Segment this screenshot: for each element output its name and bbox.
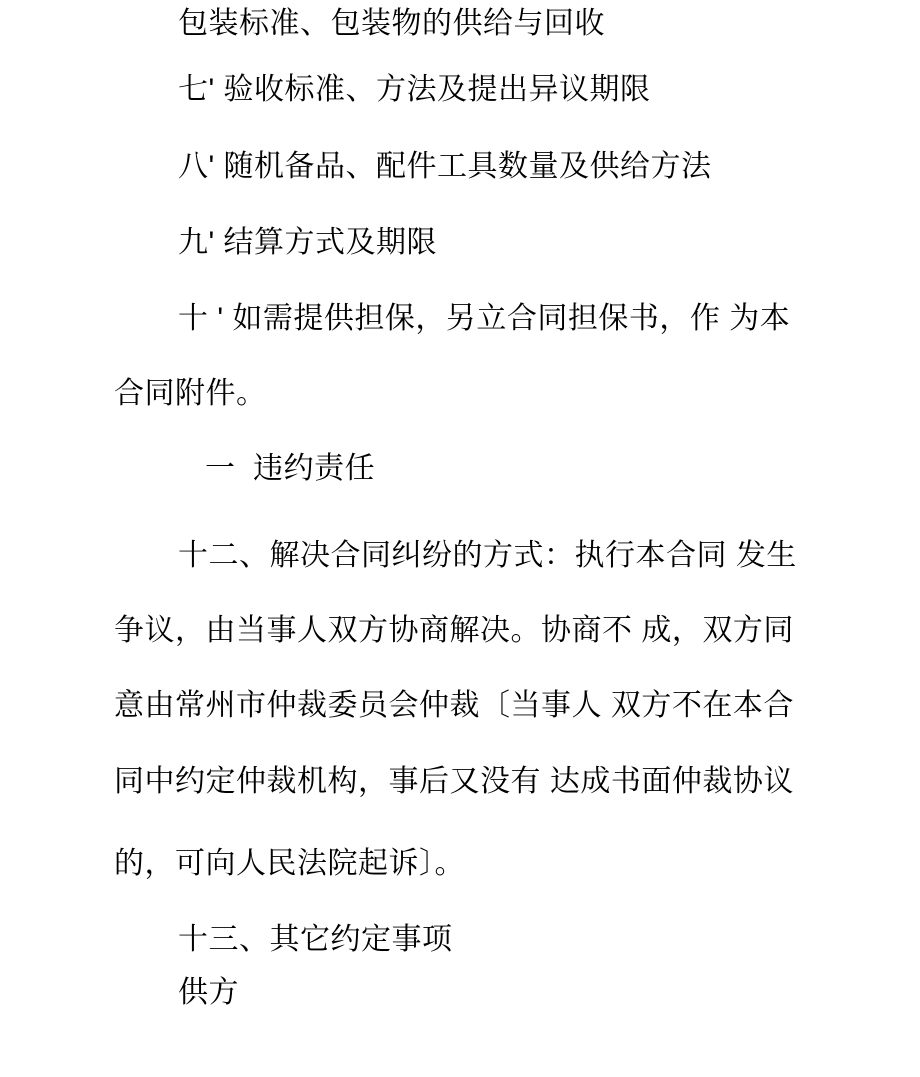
text-line-clause-13: 十三、其它约定事项 [178,923,453,956]
text-line-clause-9: 九' 结算方式及期限 [178,226,438,259]
text-line-clause-12-continued-2: 意由常州市仲裁委员会仲裁〔当事人 双方不在本合 [114,689,794,722]
text-line-clause-12-continued-4: 的，可向人民法院起诉〕。 [114,847,465,880]
text-line-clause-10-continued: 合同附件。 [114,377,267,410]
text-line-packing-standard: 包装标准、包装物的供给与回收 [178,7,605,40]
text-line-clause-12-continued-3: 同中约定仲裁机构，事后又没有 达成书面仲裁协议 [114,765,794,798]
text-line-clause-8: 八' 随机备品、配件工具数量及供给方法 [178,150,712,183]
text-line-supplier-label: 供方 [178,976,239,1009]
text-line-clause-11: 一 违约责任 [205,452,376,485]
text-line-clause-12-continued-1: 争议，由当事人双方协商解决。协商不 成，双方同 [114,614,794,647]
text-line-clause-12: 十二、解决合同纠纷的方式：执行本合同 发生 [178,539,797,572]
text-line-clause-7: 七' 验收标准、方法及提出异议期限 [178,73,651,106]
text-line-clause-10: 十 ' 如需提供担保，另立合同担保书，作 为本 [178,302,791,335]
